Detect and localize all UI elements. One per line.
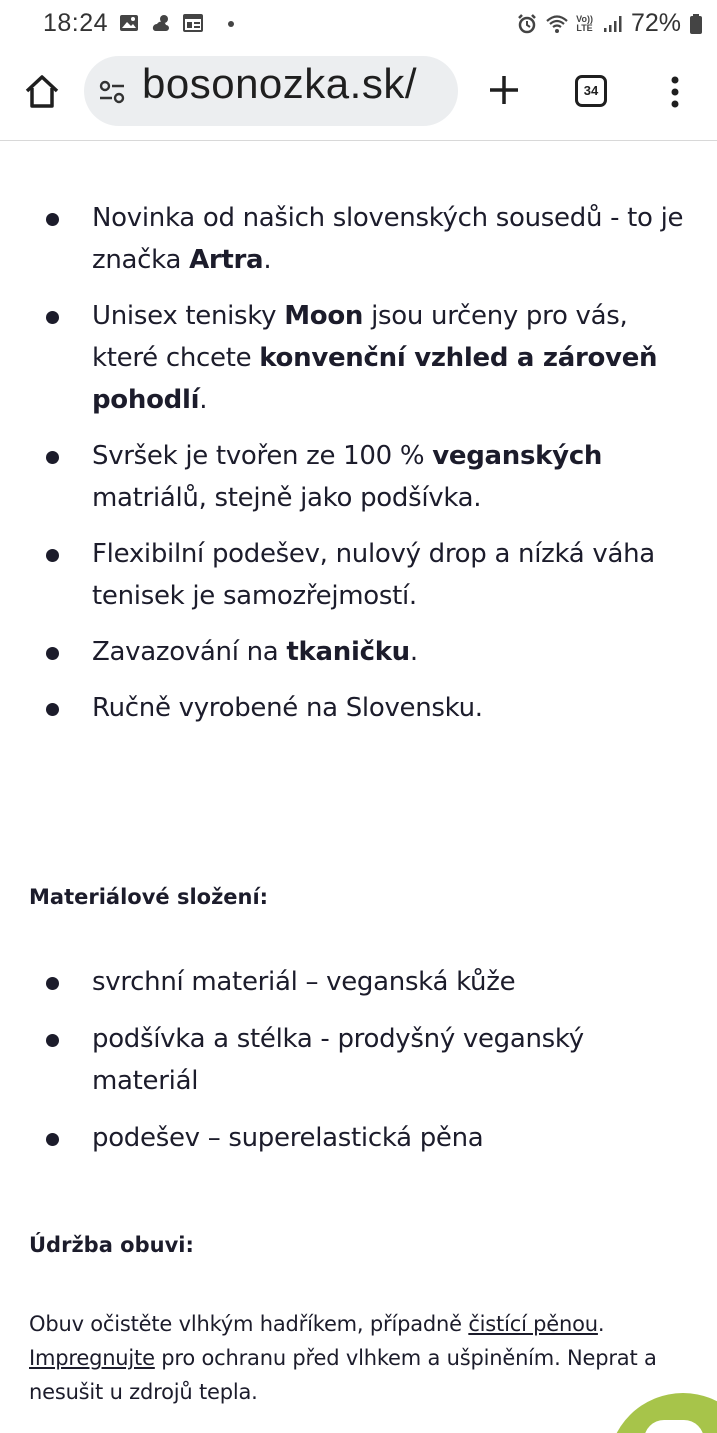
url-bar[interactable] — [84, 56, 458, 126]
browser-toolbar — [0, 48, 717, 141]
care-text-2: . — [597, 1312, 605, 1336]
feature-item — [0, 687, 717, 729]
material-item: podešev – superelastická pěna — [0, 1117, 717, 1159]
volte-label: Vo)) — [576, 13, 593, 24]
feature-item — [0, 435, 717, 519]
feature-item — [0, 631, 717, 673]
care-heading: Údržba obuvi: — [29, 1233, 194, 1257]
feature-text: jsou určeny pro vás, které chcete — [92, 301, 628, 373]
feature-text-bold: konvenční vzhled a zároveň pohodlí — [92, 343, 658, 415]
impregnate-link[interactable]: Impregnujte — [29, 1346, 155, 1370]
feature-text: Svršek je tvořen ze 100 % — [92, 441, 433, 471]
cleaning-foam-link[interactable]: čistící pěnou — [468, 1312, 598, 1336]
feature-text: . — [263, 245, 272, 275]
material-item: podšívka a stélka - prodyšný veganský materiál — [0, 1018, 717, 1102]
feature-text-bold: tkaničku — [286, 637, 410, 667]
more-notifications-dot — [228, 21, 234, 27]
volte-lte-indicator — [576, 15, 593, 33]
status-bar — [0, 0, 717, 48]
feature-text-bold: Moon — [284, 301, 364, 331]
more-options-icon[interactable] — [663, 74, 687, 110]
gallery-icon — [118, 12, 140, 34]
product-features-list — [0, 197, 717, 729]
feature-text: Zavazování na — [92, 637, 287, 667]
care-paragraph — [29, 1307, 689, 1409]
tab-switcher-button[interactable]: 34 — [575, 75, 607, 107]
feature-text: Ručně vyrobené na Slovensku. — [92, 693, 483, 723]
feature-text: Novinka od našich slovenských sousedů - to je značka — [92, 203, 684, 275]
feature-item — [0, 197, 717, 281]
status-system-icons — [516, 9, 703, 38]
feature-text-bold: Artra — [189, 245, 264, 275]
battery-percent: 72% — [630, 9, 681, 37]
weather-icon — [150, 12, 172, 34]
feature-text: matriálů, stejně jako podšívka. — [92, 483, 482, 513]
signal-icon — [601, 13, 623, 35]
material-item: svrchní materiál – veganská kůže — [0, 961, 717, 1003]
feature-text: . — [409, 637, 418, 667]
feature-item — [0, 533, 717, 617]
feature-item — [0, 295, 717, 421]
lte-label: LTE — [576, 22, 593, 33]
new-tab-icon[interactable] — [486, 72, 522, 108]
materials-list — [0, 961, 717, 1159]
url-text[interactable]: bosonozka.sk/ — [142, 60, 417, 107]
feature-text-bold: veganských — [432, 441, 603, 471]
page-content — [0, 141, 717, 1433]
care-text-1: Obuv očistěte vlhkým hadříkem, případně — [29, 1312, 469, 1336]
wifi-icon — [546, 13, 568, 35]
home-icon[interactable] — [22, 72, 62, 112]
status-notification-icons — [118, 12, 234, 34]
care-text-3: pro ochranu před vlhkem a ušpiněním. Neprat a nesušit u zdrojů tepla. — [29, 1346, 657, 1404]
alarm-icon — [516, 13, 538, 35]
materials-heading: Materiálové složení: — [29, 885, 269, 909]
feature-text: Unisex tenisky — [92, 301, 285, 331]
feature-text: . — [199, 385, 208, 415]
news-icon — [182, 12, 204, 34]
battery-icon — [689, 13, 703, 35]
site-settings-icon[interactable] — [98, 78, 126, 106]
status-time: 18:24 — [43, 9, 109, 37]
feature-text: Flexibilní podešev, nulový drop a nízká váha tenisek je samozřejmostí. — [92, 539, 655, 611]
